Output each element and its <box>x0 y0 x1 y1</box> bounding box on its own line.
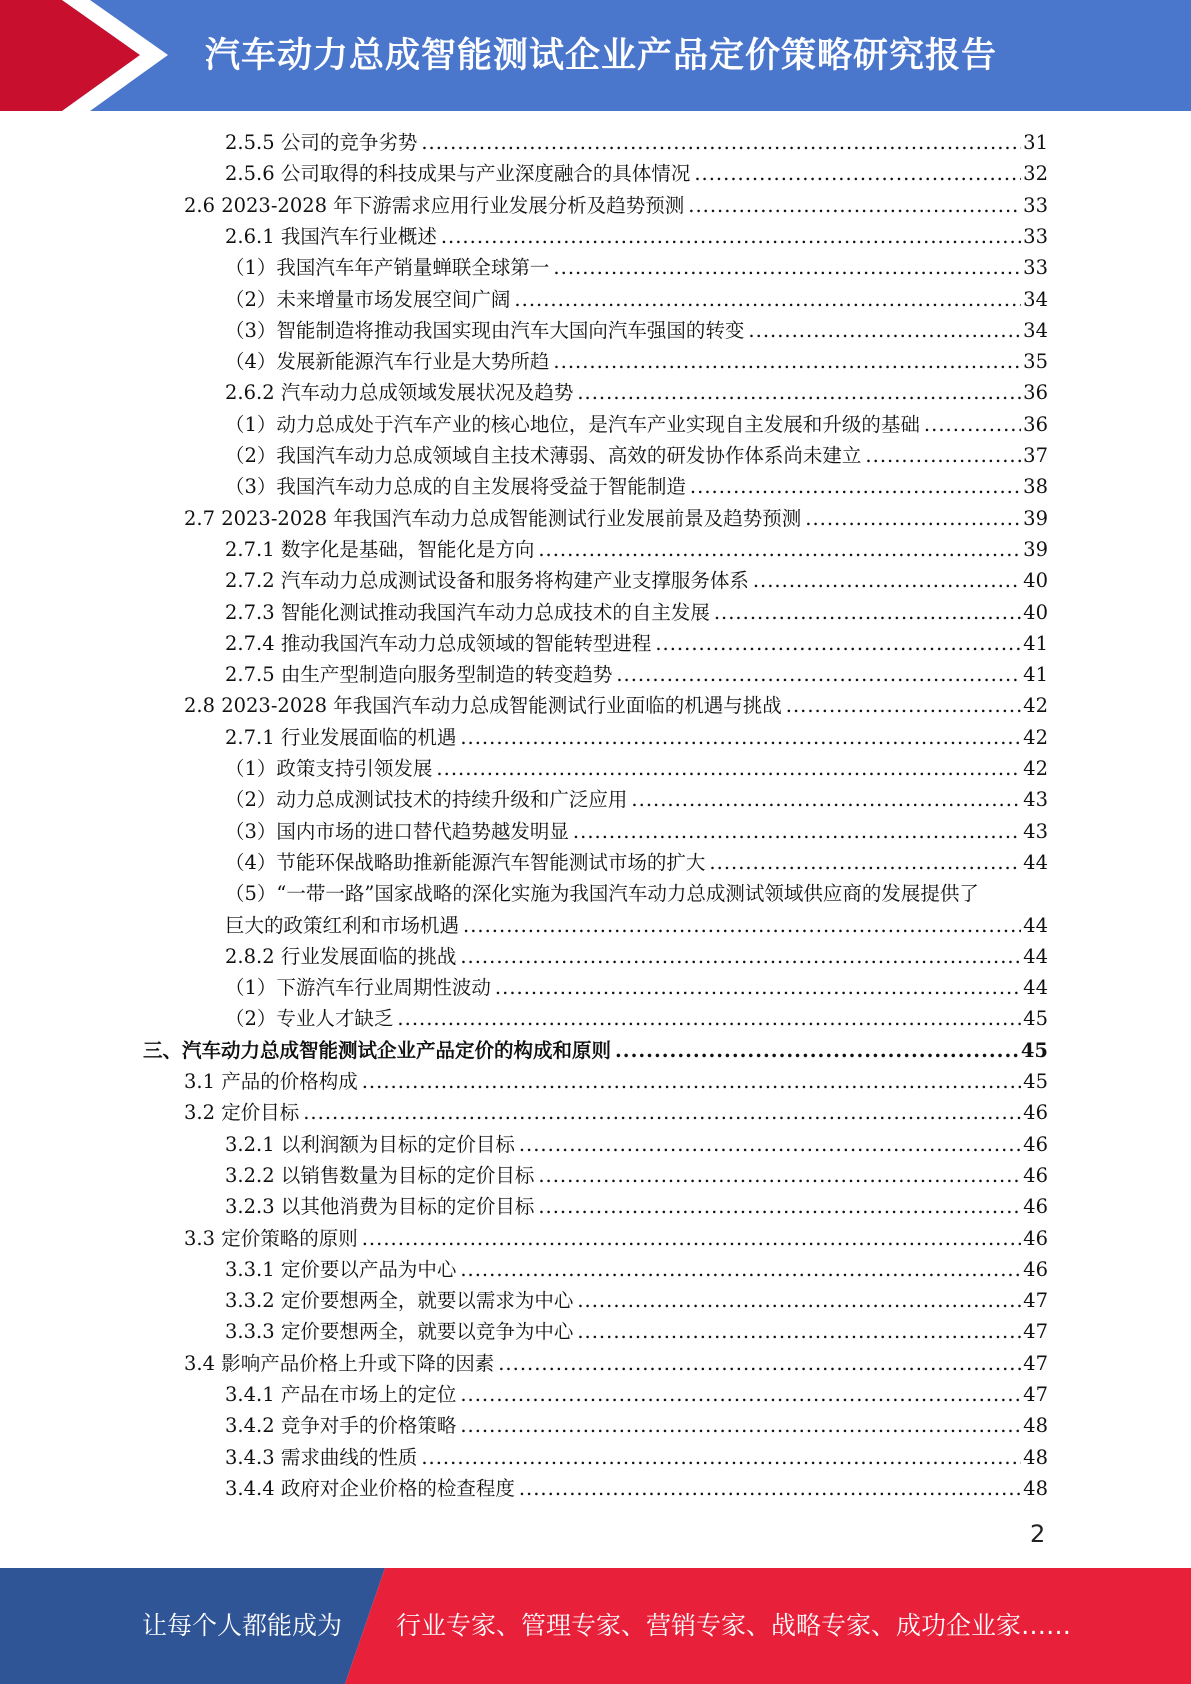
toc-entry[interactable] <box>225 1191 1048 1222</box>
toc-entry-title: 巨大的政策红利和市场机遇 <box>225 913 460 937</box>
footer-slogan-left: 让每个人都能成为 <box>142 1611 343 1640</box>
toc-dot-leader <box>463 910 1021 941</box>
toc-dot-leader <box>397 1003 1021 1034</box>
toc-entry-page: 38 <box>1023 475 1048 499</box>
toc-entry-page: 46 <box>1023 1226 1048 1250</box>
toc-entry[interactable] <box>225 315 1048 346</box>
toc-dot-leader <box>538 1160 1021 1191</box>
toc-entry[interactable] <box>184 503 1048 534</box>
toc-entry[interactable] <box>225 1285 1048 1316</box>
toc-entry-title: 三、汽车动力总成智能测试企业产品定价的构成和原则 <box>143 1038 612 1062</box>
toc-entry[interactable] <box>184 1066 1048 1097</box>
toc-entry[interactable] <box>225 440 1048 471</box>
page-number: 2 <box>1030 1520 1046 1548</box>
toc-entry[interactable] <box>225 127 1048 158</box>
toc-dot-leader <box>753 565 1021 596</box>
toc-entry-title: 3.1 产品的价格构成 <box>184 1070 358 1093</box>
toc-entry-title: 3.2.1 以利润额为目标的定价目标 <box>225 1132 515 1156</box>
toc-dot-leader <box>538 1191 1021 1222</box>
toc-entry-title: 3.4.2 竞争对手的价格策略 <box>225 1414 457 1438</box>
toc-entry-title: （1）政策支持引领发展 <box>225 757 433 780</box>
toc-dot-leader <box>688 190 1021 221</box>
toc-entry[interactable] <box>225 1316 1048 1347</box>
toc-dot-leader <box>519 1473 1021 1504</box>
toc-entry-page: 46 <box>1023 1132 1048 1156</box>
toc-entry[interactable] <box>225 847 1048 878</box>
toc-entry-page: 48 <box>1023 1476 1048 1500</box>
toc-dot-leader <box>495 972 1021 1003</box>
toc-dot-leader <box>631 784 1021 815</box>
toc-entry-title: 3.4.4 政府对企业价格的检查程度 <box>225 1476 515 1500</box>
toc-entry-title: （5）“一带一路”国家战略的深化实施为我国汽车动力总成测试领域供应商的发展提供了 <box>225 882 979 906</box>
toc-dot-leader <box>460 941 1021 972</box>
toc-entry-page: 40 <box>1023 600 1048 624</box>
toc-entry-page: 39 <box>1023 506 1048 530</box>
toc-dot-leader <box>436 753 1021 784</box>
toc-entry-page: 44 <box>1023 976 1048 1000</box>
toc-entry[interactable] <box>225 878 1048 909</box>
toc-dot-leader <box>460 1379 1021 1410</box>
toc-entry-title: 3.4.3 需求曲线的性质 <box>225 1445 418 1469</box>
toc-entry-page: 48 <box>1023 1445 1048 1469</box>
toc-entry-title: （3）智能制造将推动我国实现由汽车大国向汽车强国的转变 <box>225 318 745 342</box>
toc-entry-page: 48 <box>1023 1414 1048 1438</box>
toc-dot-leader <box>519 1129 1021 1160</box>
toc-dot-leader <box>460 1410 1021 1441</box>
toc-entry[interactable] <box>225 1003 1048 1034</box>
toc-entry[interactable] <box>184 190 1048 221</box>
toc-entry-page: 35 <box>1023 350 1048 374</box>
toc-dot-leader <box>573 816 1021 847</box>
toc-entry-title: 3.2.3 以其他消费为目标的定价目标 <box>225 1195 535 1219</box>
toc-dot-leader <box>694 158 1021 189</box>
toc-entry[interactable] <box>184 1223 1048 1254</box>
toc-dot-leader <box>441 221 1021 252</box>
toc-dot-leader <box>577 1285 1021 1316</box>
toc-entry-title: 2.7 2023-2028 年我国汽车动力总成智能测试行业发展前景及趋势预测 <box>184 506 802 530</box>
toc-entry-page: 45 <box>1023 1007 1048 1031</box>
toc-dot-leader <box>553 346 1021 377</box>
toc-entry[interactable] <box>143 1035 1048 1066</box>
toc-entry-page: 36 <box>1023 381 1048 405</box>
toc-entry[interactable] <box>225 628 1048 659</box>
toc-entry[interactable] <box>225 1254 1048 1285</box>
toc-entry-page: 46 <box>1023 1101 1048 1125</box>
toc-entry-page: 44 <box>1023 850 1048 874</box>
toc-entry[interactable] <box>225 409 1048 440</box>
toc-entry[interactable] <box>225 941 1048 972</box>
toc-dot-leader <box>924 409 1021 440</box>
toc-entry-title: （4）发展新能源汽车行业是大势所趋 <box>225 350 550 374</box>
toc-entry[interactable] <box>225 471 1048 502</box>
toc-entry[interactable] <box>225 1379 1048 1410</box>
toc-entry-page: 42 <box>1023 757 1048 780</box>
toc-entry-page: 43 <box>1023 788 1048 812</box>
toc-entry[interactable] <box>225 284 1048 315</box>
toc-entry-page: 36 <box>1023 412 1048 436</box>
toc-dot-leader <box>553 252 1021 283</box>
toc-entry-title: 2.7.2 汽车动力总成测试设备和服务将构建产业支撑服务体系 <box>225 569 749 593</box>
toc-dot-leader <box>514 284 1021 315</box>
toc-entry[interactable] <box>225 158 1048 189</box>
toc-entry-page: 33 <box>1023 224 1048 248</box>
toc-dot-leader <box>615 1035 1019 1066</box>
toc-entry[interactable] <box>184 1097 1048 1128</box>
toc-entry-title: （1）动力总成处于汽车产业的核心地位，是汽车产业实现自主发展和升级的基础 <box>225 412 920 436</box>
toc-entry-page: 46 <box>1023 1195 1048 1219</box>
toc-entry-page: 47 <box>1023 1289 1048 1313</box>
toc-entry-title: 2.7.3 智能化测试推动我国汽车动力总成技术的自主发展 <box>225 600 710 624</box>
toc-entry-page: 45 <box>1023 1070 1048 1093</box>
toc-entry-page: 33 <box>1023 193 1048 217</box>
toc-entry-title: 2.6.2 汽车动力总成领域发展状况及趋势 <box>225 381 574 405</box>
toc-entry[interactable] <box>225 346 1048 377</box>
toc-entry[interactable] <box>225 972 1048 1003</box>
toc-entry-page: 47 <box>1023 1383 1048 1406</box>
toc-dot-leader <box>362 1223 1021 1254</box>
toc-entry[interactable] <box>225 753 1048 784</box>
toc-entry-title: 3.3.2 定价要想两全，就要以需求为中心 <box>225 1289 574 1313</box>
toc-entry[interactable] <box>225 597 1048 628</box>
toc-entry-title: 3.3.1 定价要以产品为中心 <box>225 1257 457 1281</box>
toc-entry-page: 47 <box>1023 1320 1048 1344</box>
toc-entry-page: 32 <box>1023 162 1048 186</box>
toc-entry-title: 2.7.5 由生产型制造向服务型制造的转变趋势 <box>225 663 613 687</box>
toc-entry-title: （3）我国汽车动力总成的自主发展将受益于智能制造 <box>225 475 686 499</box>
toc-dot-leader <box>709 847 1021 878</box>
toc-entry-page: 44 <box>1023 944 1048 968</box>
toc-entry-title: 2.5.5 公司的竞争劣势 <box>225 131 418 154</box>
toc-entry[interactable] <box>225 1473 1048 1504</box>
toc-entry-title: 3.2.2 以销售数量为目标的定价目标 <box>225 1163 535 1187</box>
toc-dot-leader <box>460 722 1021 753</box>
toc-entry-title: 3.4 影响产品价格上升或下降的因素 <box>184 1351 495 1375</box>
toc-entry-title: 3.2 定价目标 <box>184 1101 300 1125</box>
toc-entry-title: （4）节能环保战略助推新能源汽车智能测试市场的扩大 <box>225 850 706 874</box>
toc-dot-leader <box>577 377 1021 408</box>
toc-entry[interactable] <box>225 1129 1048 1160</box>
toc-entry[interactable] <box>225 910 1048 941</box>
toc-entry[interactable] <box>225 816 1048 847</box>
toc-dot-leader <box>362 1066 1021 1097</box>
toc-dot-leader <box>690 471 1021 502</box>
document-title: 汽车动力总成智能测试企业产品定价策略研究报告 <box>205 36 998 76</box>
toc-entry[interactable] <box>225 534 1048 565</box>
toc-entry-page: 46 <box>1023 1163 1048 1187</box>
toc-entry-page: 31 <box>1023 131 1048 154</box>
toc-entry-title: 2.6.1 我国汽车行业概述 <box>225 224 437 248</box>
toc-dot-leader <box>303 1097 1021 1128</box>
toc-dot-leader <box>421 127 1021 158</box>
toc-entry-page: 39 <box>1023 537 1048 561</box>
toc-entry-page: 41 <box>1023 631 1048 655</box>
toc-entry-page: 42 <box>1023 725 1048 749</box>
toc-entry-page: 43 <box>1023 819 1048 843</box>
toc-entry-title: （1）我国汽车年产销量蝉联全球第一 <box>225 256 550 280</box>
toc-entry[interactable] <box>225 1442 1048 1473</box>
page-footer <box>0 1568 1191 1684</box>
toc-entry-page: 34 <box>1023 287 1048 311</box>
toc-entry-page: 46 <box>1023 1257 1048 1281</box>
toc-entry[interactable] <box>225 252 1048 283</box>
toc-entry-title: （2）未来增量市场发展空间广阔 <box>225 287 511 311</box>
toc-entry[interactable] <box>184 690 1048 721</box>
toc-entry-page: 40 <box>1023 569 1048 593</box>
toc-dot-leader <box>865 440 1021 471</box>
toc-entry-title: 2.5.6 公司取得的科技成果与产业深度融合的具体情况 <box>225 162 691 186</box>
toc-dot-leader <box>577 1316 1021 1347</box>
toc-dot-leader <box>748 315 1021 346</box>
toc-entry-page: 44 <box>1023 913 1048 937</box>
toc-dot-leader <box>538 534 1021 565</box>
toc-entry-title: 2.6 2023-2028 年下游需求应用行业发展分析及趋势预测 <box>184 193 685 217</box>
toc-entry[interactable] <box>225 1410 1048 1441</box>
toc-entry-page: 37 <box>1023 444 1048 467</box>
toc-entry-title: 2.7.4 推动我国汽车动力总成领域的智能转型进程 <box>225 631 652 655</box>
toc-entry[interactable] <box>184 1348 1048 1379</box>
toc-entry[interactable] <box>225 565 1048 596</box>
toc-entry-title: 2.8 2023-2028 年我国汽车动力总成智能测试行业面临的机遇与挑战 <box>184 694 782 718</box>
page-header <box>0 0 1191 111</box>
toc-entry-page: 45 <box>1020 1038 1048 1062</box>
toc-dot-leader <box>421 1442 1021 1473</box>
toc-entry[interactable] <box>225 377 1048 408</box>
toc-entry[interactable] <box>225 722 1048 753</box>
toc-entry-page: 42 <box>1023 694 1048 718</box>
toc-entry-title: （2）我国汽车动力总成领域自主技术薄弱、高效的研发协作体系尚未建立 <box>225 444 862 467</box>
toc-entry-title: 3.3.3 定价要想两全，就要以竞争为中心 <box>225 1320 574 1344</box>
toc-entry-title: 3.3 定价策略的原则 <box>184 1226 358 1250</box>
toc-entry-title: 3.4.1 产品在市场上的定位 <box>225 1383 457 1406</box>
toc-entry-title: （2）动力总成测试技术的持续升级和广泛应用 <box>225 788 628 812</box>
toc-entry-page: 34 <box>1023 318 1048 342</box>
toc-entry-page: 33 <box>1023 256 1048 280</box>
toc-entry-page: 47 <box>1023 1351 1048 1375</box>
footer-slogan-right: 行业专家、管理专家、营销专家、战略专家、成功企业家…… <box>396 1611 1072 1640</box>
toc-entry-page: 41 <box>1023 663 1048 687</box>
toc-dot-leader <box>616 659 1021 690</box>
toc-entry-title: （1）下游汽车行业周期性波动 <box>225 976 491 1000</box>
toc-entry[interactable] <box>225 221 1048 252</box>
toc-entry[interactable] <box>225 1160 1048 1191</box>
toc-entry-title: （3）国内市场的进口替代趋势越发明显 <box>225 819 569 843</box>
toc-dot-leader <box>786 690 1021 721</box>
toc-entry[interactable] <box>225 659 1048 690</box>
toc-entry-title: 2.8.2 行业发展面临的挑战 <box>225 944 457 968</box>
toc-entry-title: 2.7.1 行业发展面临的机遇 <box>225 725 457 749</box>
toc-entry-title: 2.7.1 数字化是基础，智能化是方向 <box>225 537 535 561</box>
toc-dot-leader <box>805 503 1021 534</box>
toc-dot-leader <box>460 1254 1021 1285</box>
toc-dot-leader <box>714 597 1021 628</box>
toc-entry[interactable] <box>225 784 1048 815</box>
toc-dot-leader <box>498 1348 1021 1379</box>
toc-dot-leader <box>655 628 1021 659</box>
toc-entry-title: （2）专业人才缺乏 <box>225 1007 394 1031</box>
